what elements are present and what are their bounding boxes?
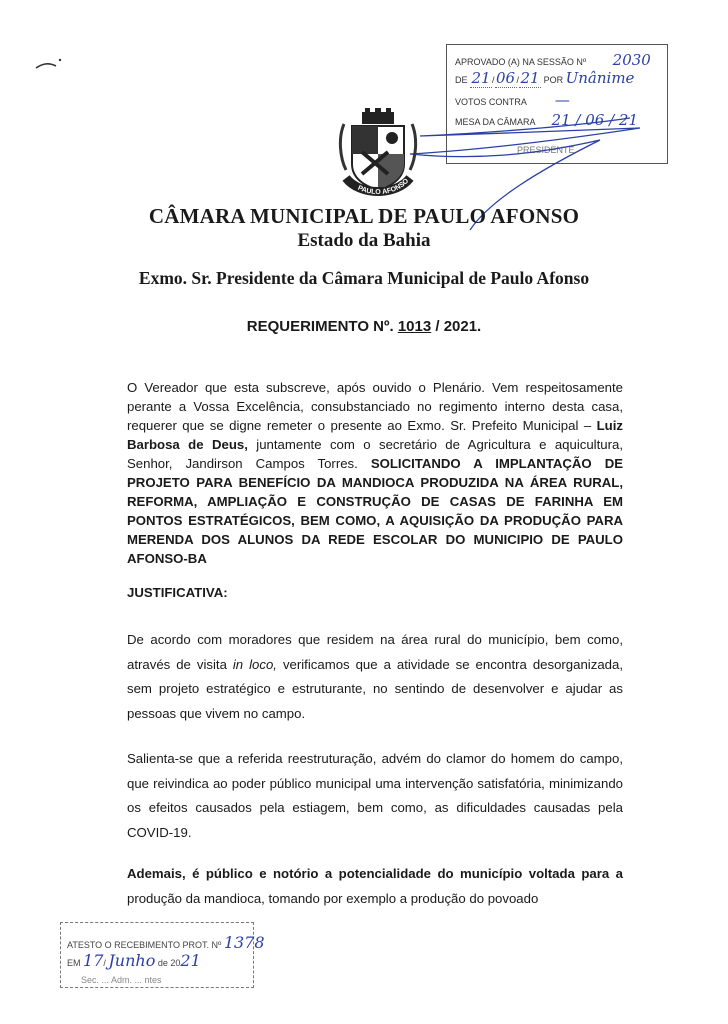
stamp-vote-label: POR bbox=[543, 75, 564, 85]
justification-1-b: verificamos que a atividade se encontra desorganizada, sem projeto estratégico e estruturante, no sentindo de desenvolver e ajudar as pessoas que vivem no campo. bbox=[127, 656, 623, 721]
crest-text: PAULO AFONSO bbox=[356, 177, 411, 197]
receipt-date-mid: de 20 bbox=[157, 958, 181, 968]
stamp-date-prefix: DE bbox=[455, 75, 468, 85]
receipt-stamp bbox=[60, 922, 265, 988]
receipt-protocol-label: ATESTO O RECEBIMENTO PROT. Nº bbox=[67, 940, 222, 950]
receipt-date-day: 17 bbox=[83, 951, 104, 970]
stamp-date-row: DE 21/06/21 POR Unânime bbox=[455, 69, 635, 87]
stamp-votes-against-label: VOTOS CONTRA bbox=[455, 97, 527, 107]
stamp-session-row bbox=[455, 51, 651, 69]
stamp-date-year: 21 bbox=[520, 69, 540, 87]
addressee: Exmo. Sr. Presidente da Câmara Municipal de Paulo Afonso bbox=[138, 268, 590, 288]
request-secretary: juntamente com o secretário de Agricultura e aquicultura, Senhor, Jandirson Campos Torres. bbox=[127, 437, 623, 471]
state-title: Estado da Bahia bbox=[297, 230, 431, 251]
municipal-crest bbox=[336, 108, 420, 204]
justification-paragraph-1 bbox=[127, 628, 623, 726]
stamp-votes-against-value: — bbox=[554, 91, 570, 109]
stamp-vote-result: Unânime bbox=[565, 69, 635, 87]
stamp-president-label: PRESIDENTE bbox=[517, 145, 575, 155]
requerimento-number: 1013 bbox=[397, 318, 432, 335]
mayor-name: Luiz Barbosa de Deus, bbox=[127, 418, 623, 452]
requerimento-prefix: REQUERIMENTO Nº. bbox=[246, 318, 398, 335]
receipt-date-year: 21 bbox=[180, 951, 201, 970]
justification-1-italic: in loco, bbox=[232, 656, 277, 672]
request-paragraph bbox=[127, 378, 623, 568]
receipt-date-prefix: EM bbox=[67, 958, 81, 968]
receipt-signatory: Sec. ... Adm. ... ntes bbox=[81, 975, 162, 985]
stamp-date-day: 21 bbox=[471, 69, 491, 87]
stamp-board-date: 21 / 06 / 21 bbox=[551, 111, 638, 129]
stamp-session-number: 2030 bbox=[612, 51, 651, 69]
justification-heading: JUSTIFICATIVA: bbox=[127, 585, 228, 600]
receipt-protocol-row bbox=[67, 933, 265, 952]
justification-3-bold: Ademais, é público e notório a potencialidade do município voltada para a bbox=[127, 866, 623, 881]
stamp-date-month: 06 bbox=[496, 69, 516, 87]
ink-mark bbox=[34, 56, 64, 72]
institution-title: CÂMARA MUNICIPAL DE PAULO AFONSO bbox=[148, 204, 580, 228]
receipt-date-row: EM 17/ Junho de 2021 bbox=[67, 951, 201, 970]
request-statement: SOLICITANDO A IMPLANTAÇÃO DE PROJETO PARA BENEFÍCIO DA MANDIOCA PRODUZIDA NA ÁREA RURAL, REFORMA, AMPLIAÇÃO E CONSTRUÇÃO DE CASAS DE FARINHA EM PONTOS ESTRATÉGICOS, BEM COMO, A AQUISIÇÃO DA PRODUÇÃO PARA MERENDA DOS ALUNOS DA REDE ESCOLAR DO MUNICIPIO DE PAULO AFONSO-BA bbox=[127, 456, 624, 566]
justification-3-rest: produção da mandioca, tomando por exemplo a produção do povoado bbox=[127, 890, 539, 906]
justification-paragraph-2: Salienta-se que a referida reestruturação, advém do clamor do homem do campo, que reivindica ao poder público municipal uma intervenção satisfatória, minimizando os efeitos causados pela estiagem, bem como, as dificuldades causadas pela COVID-19. bbox=[127, 751, 623, 840]
justification-paragraph-3 bbox=[127, 862, 623, 911]
stamp-votes-against-row bbox=[455, 91, 570, 109]
justification-1-a: De acordo com moradores que residem na área rural do município, bem como, através de visita bbox=[127, 632, 623, 672]
receipt-protocol-number: 1378 bbox=[223, 933, 265, 952]
requerimento-title bbox=[0, 318, 728, 335]
stamp-board-label: MESA DA CÂMARA bbox=[455, 117, 536, 127]
requerimento-suffix: / 2021. bbox=[431, 318, 482, 335]
receipt-date-month: Junho bbox=[108, 951, 156, 970]
stamp-session-label: APROVADO (A) NA SESSÃO Nº bbox=[455, 57, 587, 67]
request-intro: O Vereador que esta subscreve, após ouvido o Plenário. Vem respeitosamente perante a Vossa Excelência, consubstanciado no regimento interno desta casa, requerer que se digne remeter o presente ao Exmo. Sr. Prefeito Municipal – bbox=[127, 380, 623, 433]
